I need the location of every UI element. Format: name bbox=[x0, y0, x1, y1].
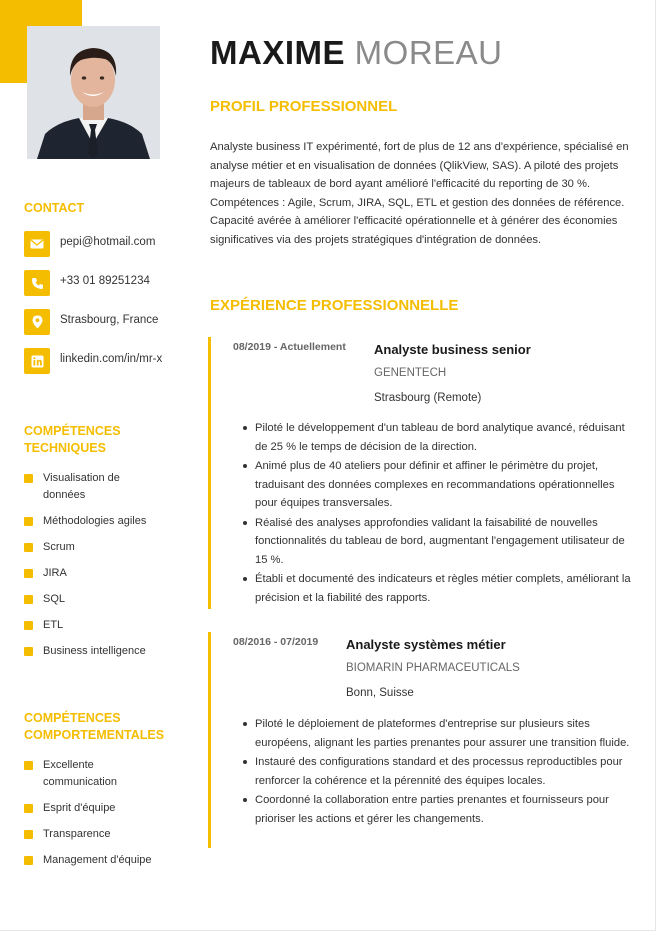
list-item: Coordonné la collaboration entre parties prenantes et fournisseurs pour prioriser les actions et gérer les changements. bbox=[243, 791, 635, 828]
contact-title: CONTACT bbox=[24, 201, 85, 215]
square-bullet-icon bbox=[24, 804, 33, 813]
technical-skills-section bbox=[24, 423, 174, 669]
last-name: MOREAU bbox=[354, 34, 503, 71]
skill-text: Scrum bbox=[43, 541, 75, 553]
skill-item bbox=[24, 800, 174, 817]
contact-phone bbox=[24, 270, 174, 296]
job-date: 08/2019 - Actuellement bbox=[233, 341, 346, 353]
square-bullet-icon bbox=[24, 543, 33, 552]
skill-text: ETL bbox=[43, 619, 64, 631]
contact-section bbox=[24, 200, 174, 387]
list-item: Réalisé des analyses approfondies validant la faisabilité de nouvelles fonctionnalités du tableau de bord, augmentant l'engagement utilisateur de 15 %. bbox=[243, 514, 635, 570]
square-bullet-icon bbox=[24, 517, 33, 526]
square-bullet-icon bbox=[24, 647, 33, 656]
list-item: Établi et documenté des indicateurs et règles métier complets, améliorant la précision et la fiabilité des rapports. bbox=[243, 570, 635, 607]
contact-linkedin-text[interactable]: linkedin.com/in/mr-x bbox=[60, 353, 163, 365]
square-bullet-icon bbox=[24, 474, 33, 483]
profile-text: Analyste business IT expérimenté, fort de plus de 12 ans d'expérience, spécialisé en analyse métier et en visualisation de données (QlikView, SAS). A piloté des projets majeurs de tableaux de bord ayant amélioré l'efficacité du reporting de 30 %. Compétences : Agile, Scrum, JIRA, SQL, ETL et gestion des données de référence. Capacité avérée à améliorer l'efficacité opérationnelle et à générer des économies significatives via des projets stratégiques d'intégration de données. bbox=[210, 141, 629, 246]
job-location: Strasbourg (Remote) bbox=[374, 392, 482, 404]
skill-item bbox=[24, 565, 174, 582]
list-item: Instauré des configurations standard et des processus reproductibles pour renforcer la cohérence et la pérennité des équipes locales. bbox=[243, 753, 635, 790]
contact-phone-text[interactable]: +33 01 89251234 bbox=[60, 275, 150, 287]
skill-text: Esprit d'équipe bbox=[43, 802, 116, 814]
contact-linkedin bbox=[24, 348, 174, 374]
skill-text: Visualisation de données bbox=[43, 472, 120, 501]
square-bullet-icon bbox=[24, 830, 33, 839]
mail-icon bbox=[24, 231, 50, 257]
job-title: Analyste business senior bbox=[374, 342, 531, 357]
skill-text: Management d'équipe bbox=[43, 854, 152, 866]
job-entry bbox=[208, 337, 638, 609]
skill-text: Méthodologies agiles bbox=[43, 515, 147, 527]
location-icon bbox=[24, 309, 50, 335]
soft-skills-title: COMPÉTENCES COMPORTEMENTALES bbox=[24, 711, 165, 742]
list-item: Piloté le développement d'un tableau de bord analytique avancé, réduisant de 25 % le temps de décision de la direction. bbox=[243, 419, 635, 456]
square-bullet-icon bbox=[24, 856, 33, 865]
skill-text: Excellente communication bbox=[43, 759, 117, 788]
list-item: Piloté le déploiement de plateformes d'entreprise sur plusieurs sites européens, alignant les parties prenantes pour assurer une transition fluide. bbox=[243, 715, 635, 752]
skill-item bbox=[24, 617, 174, 634]
job-company: BIOMARIN PHARMACEUTICALS bbox=[346, 662, 520, 674]
job-location: Bonn, Suisse bbox=[346, 687, 414, 699]
job-date: 08/2016 - 07/2019 bbox=[233, 636, 319, 648]
job-title: Analyste systèmes métier bbox=[346, 637, 506, 652]
skill-item bbox=[24, 826, 174, 843]
job-bullets bbox=[243, 419, 635, 608]
first-name: MAXIME bbox=[210, 34, 345, 71]
linkedin-icon bbox=[24, 348, 50, 374]
candidate-name bbox=[210, 32, 503, 74]
skill-text: Transparence bbox=[43, 828, 111, 840]
job-bullets bbox=[243, 715, 635, 829]
skill-item bbox=[24, 539, 174, 556]
contact-email-text[interactable]: pepi@hotmail.com bbox=[60, 236, 156, 248]
skill-item bbox=[24, 643, 174, 660]
skill-item bbox=[24, 591, 174, 608]
experience-title: EXPÉRIENCE PROFESSIONNELLE bbox=[210, 297, 459, 314]
square-bullet-icon bbox=[24, 621, 33, 630]
skill-text: SQL bbox=[43, 593, 66, 605]
job-entry bbox=[208, 632, 638, 848]
skill-item bbox=[24, 470, 174, 504]
contact-email bbox=[24, 231, 174, 257]
list-item: Animé plus de 40 ateliers pour définir et affiner le périmètre du projet, traduisant des données complexes en recommandations opérationnelles pour équipes transversales. bbox=[243, 457, 635, 513]
profile-photo bbox=[27, 26, 160, 159]
skill-text: JIRA bbox=[43, 567, 67, 579]
square-bullet-icon bbox=[24, 595, 33, 604]
square-bullet-icon bbox=[24, 569, 33, 578]
skill-text: Business intelligence bbox=[43, 645, 146, 657]
skill-item bbox=[24, 852, 174, 869]
profile-title: PROFIL PROFESSIONNEL bbox=[210, 98, 398, 115]
soft-skills-section bbox=[24, 710, 174, 878]
contact-location bbox=[24, 309, 174, 335]
phone-icon bbox=[24, 270, 50, 296]
skill-item bbox=[24, 513, 174, 530]
job-company: GENENTECH bbox=[374, 367, 447, 379]
square-bullet-icon bbox=[24, 761, 33, 770]
skill-item bbox=[24, 757, 174, 791]
technical-skills-title: COMPÉTENCES TECHNIQUES bbox=[24, 424, 121, 455]
contact-location-text: Strasbourg, France bbox=[60, 314, 159, 326]
